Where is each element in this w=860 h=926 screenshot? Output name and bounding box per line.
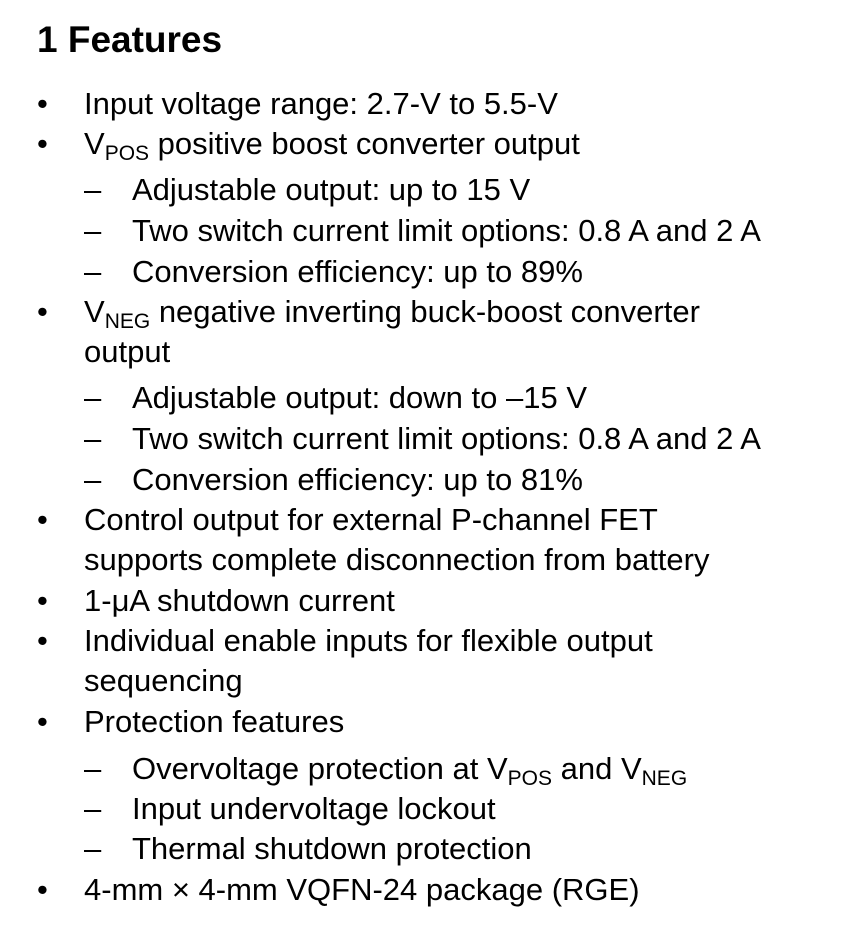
- subfeature-text: Conversion efficiency: up to 81%: [132, 462, 583, 497]
- feature-text: [84, 292, 700, 332]
- dash-icon: –: [84, 831, 102, 866]
- subfeature-text: Conversion efficiency: up to 89%: [132, 254, 583, 289]
- feature-vneg-continuation: output: [84, 334, 171, 369]
- bullet-icon: •: [37, 86, 48, 121]
- bullet-icon: •: [37, 126, 48, 161]
- symbol-v: V: [84, 126, 105, 161]
- subscript-pos: POS: [507, 767, 553, 790]
- dash-icon: –: [84, 213, 102, 248]
- dash-icon: –: [84, 462, 102, 497]
- subscript-pos: POS: [104, 142, 150, 165]
- symbol-v: V: [84, 294, 105, 329]
- bullet-icon: •: [37, 583, 48, 618]
- overvoltage-text: Overvoltage protection at V: [132, 751, 508, 786]
- feature-text: 4-mm × 4-mm VQFN-24 package (RGE): [84, 872, 640, 907]
- feature-text: [84, 124, 580, 164]
- feature-text: Individual enable inputs for flexible output: [84, 623, 653, 658]
- dash-icon: –: [84, 421, 102, 456]
- subscript-neg: NEG: [641, 767, 688, 790]
- feature-text: Control output for external P-channel FET: [84, 502, 658, 537]
- feature-control-continuation: supports complete disconnection from battery: [84, 542, 710, 577]
- feature-text-rest: negative inverting buck-boost converter: [150, 294, 700, 329]
- bullet-icon: •: [37, 872, 48, 907]
- feature-text: 1-μA shutdown current: [84, 583, 395, 618]
- subfeature-text: Thermal shutdown protection: [132, 831, 532, 866]
- bullet-icon: •: [37, 623, 48, 658]
- feature-enable-continuation: sequencing: [84, 663, 243, 698]
- subscript-neg: NEG: [104, 310, 151, 333]
- subfeature-text: Adjustable output: up to 15 V: [132, 172, 531, 207]
- feature-text: Protection features: [84, 704, 345, 739]
- bullet-icon: •: [37, 502, 48, 537]
- dash-icon: –: [84, 751, 102, 786]
- subfeature-text: Adjustable output: down to –15 V: [132, 380, 587, 415]
- feature-text: Input voltage range: 2.7-V to 5.5-V: [84, 86, 558, 121]
- subfeature-text: Input undervoltage lockout: [132, 791, 496, 826]
- subfeature-text: Two switch current limit options: 0.8 A and 2 A: [132, 421, 761, 456]
- dash-icon: –: [84, 791, 102, 826]
- dash-icon: –: [84, 380, 102, 415]
- dash-icon: –: [84, 172, 102, 207]
- dash-icon: –: [84, 254, 102, 289]
- subfeature-text: Two switch current limit options: 0.8 A and 2 A: [132, 213, 761, 248]
- feature-text-rest: positive boost converter output: [149, 126, 580, 161]
- bullet-icon: •: [37, 294, 48, 329]
- overvoltage-and: and V: [552, 751, 642, 786]
- bullet-icon: •: [37, 704, 48, 739]
- section-title: 1 Features: [37, 19, 223, 60]
- subfeature-text: [132, 749, 687, 789]
